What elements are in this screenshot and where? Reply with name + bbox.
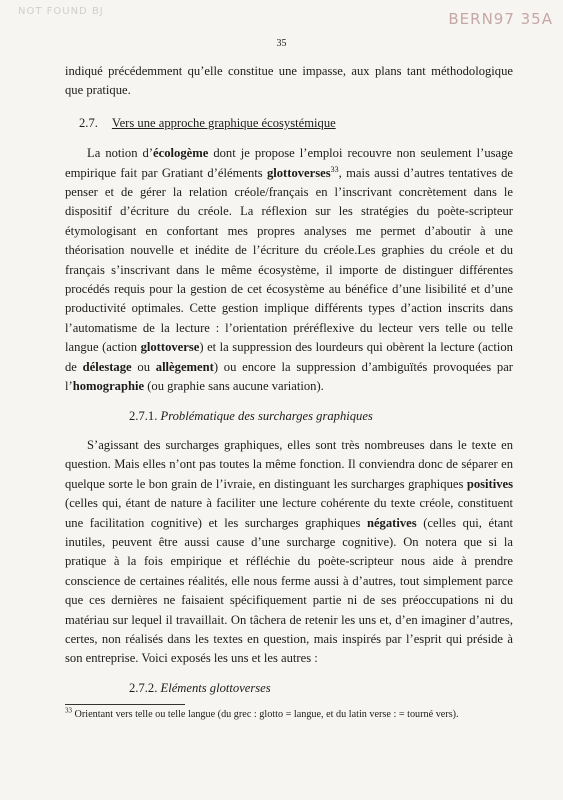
footnote-divider xyxy=(65,704,185,705)
archive-stamp-right: BERN97 35A xyxy=(448,10,553,28)
section-heading xyxy=(65,114,513,133)
text-run: , mais aussi d’autres tentatives de penser et de gérer la relation créole/français en l’inscrivant concrètement dans le dispositif d’écriture du créole. La réflexion sur les stratégies du poète-scripteur étymologisant en confortant mes propres analyses me permet d’aboutir à une théorisation nouvelle et inédite de l’écriture du créole.Les graphies du créole et du français s’inscrivant dans le même écosystème, il importe de distinguer différentes procédés requis pour la gestion de cet écosystème au bénéfice d’une lisibilité et d’une productivité optimales. Cette gestion implique différents types d’action inscrits dans l’automatisme de la lecture : l’orientation préréflexive du lecteur vers telle ou telle langue (action xyxy=(65,165,513,355)
paragraph-ecologeme xyxy=(65,144,513,396)
text-run: (celles qui, étant de nature à faciliter une lecture cohérente du texte créole, constituent une facilitation cognitive) et les surcharges graphiques xyxy=(65,496,513,530)
text-run: (celles qui, étant inutiles, peuvent être aussi cause d’une surcharge cognitive). On notera que si la pratique à la fois empirique et réfléchie du poète-scripteur nous aide à prendre conscience de certaines réalités, elle nous ferme aussi à d’autres, tout simplement parce que ces dernières ne faisaient spécifiquement partie ni de ses préoccupations ni du matériau sur lequel il travaillait. On tâchera de retenir les uns et, d’en imaginer d’autres, certes, non réalisés dans les textes en question, mais inspirés par l’esprit qui préside à son entreprise. Voici exposés les uns et les autres : xyxy=(65,515,513,666)
intro-paragraph: indiqué précédemment qu’elle constitue une impasse, aux plans tant méthodologique que pratique. xyxy=(65,64,513,98)
page-number: 35 xyxy=(276,38,287,49)
text-run: ) et la suppression des lourdeurs qui obèrent la lecture (action de xyxy=(65,340,513,374)
subsection-number: 2.7.1. xyxy=(129,408,158,423)
subsection-title: Eléments glottoverses xyxy=(160,680,271,695)
section-title: Vers une approche graphique écosystémique xyxy=(111,115,336,130)
footnote-reference[interactable]: 33 xyxy=(330,164,339,174)
text-run: dont je propose l’emploi recouvre non seulement l’usage empirique fait par Gratiant d’éléments xyxy=(65,146,513,180)
term-homographie: homographie xyxy=(72,379,145,394)
subsection-heading-1 xyxy=(129,407,513,426)
term-allegement: allègement xyxy=(155,359,214,374)
term-positives: positives xyxy=(466,476,513,491)
main-text xyxy=(65,62,513,708)
footnote xyxy=(65,708,513,722)
subsection-heading-2 xyxy=(129,679,513,698)
archive-stamp-left: NOT FOUND BJ xyxy=(18,6,104,17)
term-glottoverses: glottoverses xyxy=(266,165,331,180)
section-number: 2.7. xyxy=(79,115,98,130)
text-run: (ou graphie sans aucune variation). xyxy=(144,379,324,394)
text-run: La notion d’ xyxy=(87,146,154,161)
term-ecologeme: écologème xyxy=(153,146,209,161)
subsection-title: Problématique des surcharges graphiques xyxy=(160,408,373,423)
term-glottoverse: glottoverse xyxy=(140,340,200,355)
text-run: ou xyxy=(131,359,156,374)
paragraph-surcharges xyxy=(65,436,513,669)
footnote-number: 33 xyxy=(65,706,72,715)
term-delestage: délestage xyxy=(82,359,132,374)
footnote-text: Orientant vers telle ou telle langue (du grec : glotto = langue, et du latin verse : = tourné vers). xyxy=(72,709,459,720)
subsection-number: 2.7.2. xyxy=(129,680,158,695)
text-run: ) ou encore la suppression d’ambiguïtés provoquées par l’ xyxy=(65,359,513,394)
text-run: S’agissant des surcharges graphiques, elles sont très nombreuses dans le texte en question. Mais elles n’ont pas toutes la même fonction. Il conviendra donc de séparer en quelque sorte le bon grain de l’ivraie, en distinguant les surcharges graphiques xyxy=(65,437,513,491)
term-negatives: négatives xyxy=(366,515,417,530)
